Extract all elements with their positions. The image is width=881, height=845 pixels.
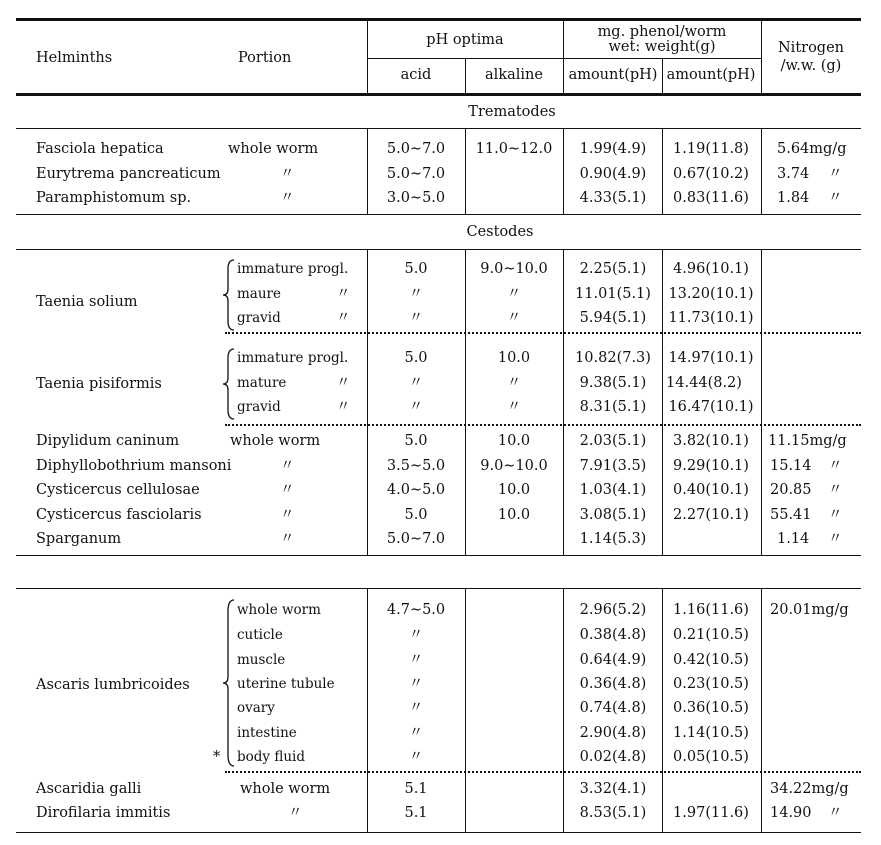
nitrogen: 34.22mg/g — [770, 781, 849, 797]
col-rule-alkaline-amount — [563, 21, 564, 93]
amount-alkaline: 1.16(11.6) — [673, 602, 749, 618]
nitrogen: 14.90 — [770, 805, 812, 821]
header-phenol-line2: wet: weight(g) — [608, 39, 716, 55]
helminth-name: Dipylidum caninum — [36, 433, 180, 449]
amount-acid: 0.38(4.8) — [579, 627, 647, 643]
ph-acid: 3.5∼5.0 — [386, 458, 446, 474]
amount-alkaline: 2.27(10.1) — [673, 507, 749, 523]
dotted-separator-pisiformis — [225, 424, 861, 426]
nitrogen: 11.15mg/g — [768, 433, 847, 449]
amount-alkaline: 0.23(10.5) — [673, 676, 749, 692]
portion: 〃 — [280, 166, 295, 182]
portion: whole worm — [240, 781, 331, 797]
portion: whole worm — [237, 602, 321, 618]
footnote-asterisk: * — [213, 749, 221, 765]
portion: cuticle — [237, 627, 283, 643]
col-rule — [465, 129, 466, 214]
portion-ditto: 〃 — [336, 310, 351, 326]
amount-acid: 1.99(4.9) — [579, 141, 647, 157]
amount-acid: 1.14(5.3) — [579, 531, 647, 547]
ph-alkaline: 〃 — [506, 375, 522, 391]
amount-alkaline: 16.47(10.1) — [668, 399, 754, 415]
ph-acid: 〃 — [408, 725, 424, 741]
header-alkaline: alkaline — [485, 67, 543, 83]
col-rule-portion-acid — [367, 21, 368, 93]
amount-alkaline: 1.19(11.8) — [673, 141, 749, 157]
helminth-name: Taenia pisiformis — [36, 376, 162, 392]
ph-alkaline: 10.0 — [497, 433, 531, 449]
nitrogen-ditto: 〃 — [828, 482, 843, 498]
nitrogen: 5.64mg/g — [777, 141, 847, 157]
amount-alkaline: 0.36(10.5) — [673, 700, 749, 716]
ph-acid: 〃 — [408, 652, 424, 668]
amount-acid: 0.90(4.9) — [579, 166, 647, 182]
amount-acid: 7.91(3.5) — [579, 458, 647, 474]
amount-alkaline: 0.21(10.5) — [673, 627, 749, 643]
nitrogen: 1.14 — [777, 531, 810, 547]
helminth-name: Ascaridia galli — [36, 781, 142, 797]
ph-acid: 〃 — [408, 676, 424, 692]
ph-alkaline: 〃 — [506, 399, 522, 415]
brace-taenia-pisiformis — [222, 348, 236, 420]
portion: 〃 — [288, 805, 303, 821]
portion: gravid — [237, 399, 281, 415]
ph-acid: 5.0∼7.0 — [386, 141, 446, 157]
col-rule — [662, 250, 663, 555]
amount-acid: 8.53(5.1) — [579, 805, 647, 821]
amount-alkaline: 14.97(10.1) — [668, 350, 754, 366]
nitrogen: 15.14 — [770, 458, 812, 474]
portion: ovary — [237, 700, 275, 716]
portion: 〃 — [280, 531, 295, 547]
helminth-name: Cysticercus cellulosae — [36, 482, 200, 498]
brace-ascaris — [222, 599, 236, 767]
trematodes-end-rule — [16, 214, 861, 215]
portion: maure — [237, 286, 281, 302]
portion: uterine tubule — [237, 676, 335, 692]
nitrogen-ditto: 〃 — [828, 190, 843, 206]
amount-acid: 9.38(5.1) — [579, 375, 647, 391]
ph-acid: 5.0 — [404, 261, 428, 277]
portion: 〃 — [280, 482, 295, 498]
portion: immature progl. — [237, 350, 349, 366]
helminth-name: Taenia solium — [36, 294, 138, 310]
amount-acid: 0.02(4.8) — [579, 749, 647, 765]
ph-acid: 〃 — [408, 399, 424, 415]
amount-alkaline: 0.83(11.6) — [673, 190, 749, 206]
ph-acid: 〃 — [408, 286, 424, 302]
helminth-name: Sparganum — [36, 531, 122, 547]
portion-ditto: 〃 — [336, 286, 351, 302]
helminth-name: Ascaris lumbricoides — [36, 677, 190, 693]
top-rule — [16, 18, 861, 21]
col-rule — [367, 129, 368, 214]
nitrogen-ditto: 〃 — [828, 507, 843, 523]
ph-alkaline: 〃 — [506, 310, 522, 326]
ph-alkaline: 9.0∼10.0 — [480, 458, 548, 474]
helminth-name: Dirofilaria immitis — [36, 805, 171, 821]
ph-acid: 4.7∼5.0 — [386, 602, 446, 618]
amount-alkaline: 0.40(10.1) — [673, 482, 749, 498]
col-rule-amount-amount — [662, 58, 663, 93]
header-helminths: Helminths — [36, 50, 113, 66]
amount-acid: 2.03(5.1) — [579, 433, 647, 449]
ph-alkaline: 9.0∼10.0 — [480, 261, 548, 277]
amount-alkaline: 3.82(10.1) — [673, 433, 749, 449]
portion: 〃 — [280, 458, 295, 474]
amount-acid: 5.94(5.1) — [579, 310, 647, 326]
amount-alkaline: 4.96(10.1) — [673, 261, 749, 277]
amount-alkaline: 0.05(10.5) — [673, 749, 749, 765]
ph-acid: 5.1 — [404, 805, 428, 821]
amount-acid: 10.82(7.3) — [575, 350, 651, 366]
amount-alkaline: 1.14(10.5) — [673, 725, 749, 741]
col-rule-amount-nitrogen — [761, 21, 762, 93]
col-rule — [367, 250, 368, 555]
col-rule — [761, 129, 762, 214]
header-nitrogen-line1: Nitrogen — [777, 40, 845, 56]
ph-alkaline: 10.0 — [497, 482, 531, 498]
amount-acid: 11.01(5.1) — [575, 286, 651, 302]
col-rule — [465, 589, 466, 832]
ph-alkaline: 10.0 — [497, 350, 531, 366]
col-rule — [465, 250, 466, 555]
nematodes-top-rule — [16, 588, 861, 589]
helminth-name: Fasciola hepatica — [36, 141, 164, 157]
ph-subheader-rule — [367, 58, 761, 59]
amount-acid: 2.96(5.2) — [579, 602, 647, 618]
ph-acid: 5.0 — [404, 507, 428, 523]
nitrogen: 3.74 — [777, 166, 810, 182]
amount-acid: 3.08(5.1) — [579, 507, 647, 523]
amount-acid: 4.33(5.1) — [579, 190, 647, 206]
nitrogen-ditto: 〃 — [828, 531, 843, 547]
header-nitrogen-line2: /w.w. (g) — [780, 58, 842, 74]
portion: intestine — [237, 725, 297, 741]
ph-alkaline: 10.0 — [497, 507, 531, 523]
amount-acid: 0.74(4.8) — [579, 700, 647, 716]
ph-acid: 5.0∼7.0 — [386, 166, 446, 182]
ph-acid: 5.0 — [404, 350, 428, 366]
amount-alkaline: 11.73(10.1) — [668, 310, 754, 326]
header-phenol-line1: mg. phenol/worm — [597, 24, 727, 40]
ph-alkaline: 〃 — [506, 286, 522, 302]
portion-ditto: 〃 — [336, 375, 351, 391]
amount-acid: 0.64(4.9) — [579, 652, 647, 668]
col-rule-acid-alkaline — [465, 58, 466, 93]
header-amount-acid: amount(pH) — [568, 67, 658, 83]
bottom-rule — [16, 832, 861, 833]
portion: gravid — [237, 310, 281, 326]
ph-acid: 3.0∼5.0 — [386, 190, 446, 206]
nitrogen: 1.84 — [777, 190, 810, 206]
portion: 〃 — [280, 507, 295, 523]
amount-alkaline: 0.67(10.2) — [673, 166, 749, 182]
helminth-name: Diphyllobothrium mansoni — [36, 458, 232, 474]
nitrogen: 20.01mg/g — [770, 602, 849, 618]
amount-acid: 8.31(5.1) — [579, 399, 647, 415]
ph-acid: 5.1 — [404, 781, 428, 797]
helminth-name: Eurytrema pancreaticum — [36, 166, 221, 182]
header-bottom-rule — [16, 93, 861, 96]
amount-acid: 2.90(4.8) — [579, 725, 647, 741]
helminth-name: Paramphistomum sp. — [36, 190, 192, 206]
amount-alkaline: 1.97(11.6) — [673, 805, 749, 821]
header-ph-optima: pH optima — [426, 32, 504, 48]
header-acid: acid — [400, 67, 432, 83]
portion: 〃 — [280, 190, 295, 206]
ph-acid: 4.0∼5.0 — [386, 482, 446, 498]
col-rule — [367, 589, 368, 832]
cestodes-rule — [16, 249, 861, 250]
portion-ditto: 〃 — [336, 399, 351, 415]
dotted-separator-taenia — [225, 332, 861, 334]
amount-alkaline: 0.42(10.5) — [673, 652, 749, 668]
col-rule — [563, 250, 564, 555]
portion: mature — [237, 375, 287, 391]
header-portion: Portion — [238, 50, 292, 66]
dotted-separator-ascaris — [225, 771, 861, 773]
helminth-name: Cysticercus fasciolaris — [36, 507, 202, 523]
portion: muscle — [237, 652, 286, 668]
nitrogen-ditto: 〃 — [828, 805, 843, 821]
brace-taenia-solium — [222, 259, 236, 331]
col-rule — [662, 589, 663, 832]
ph-acid: 〃 — [408, 627, 424, 643]
nitrogen-ditto: 〃 — [828, 166, 843, 182]
section-cestodes: Cestodes — [466, 224, 534, 240]
col-rule — [761, 250, 762, 555]
amount-alkaline: 9.29(10.1) — [673, 458, 749, 474]
ph-acid: 5.0∼7.0 — [386, 531, 446, 547]
amount-acid: 1.03(4.1) — [579, 482, 647, 498]
cestodes-end-rule — [16, 555, 861, 556]
header-amount-alkaline: amount(pH) — [666, 67, 756, 83]
col-rule — [761, 589, 762, 832]
portion: body fluid — [237, 749, 305, 765]
nitrogen: 20.85 — [770, 482, 812, 498]
amount-alkaline: 14.44(8.2) — [666, 375, 742, 391]
nitrogen: 55.41 — [770, 507, 812, 523]
ph-acid: 〃 — [408, 375, 424, 391]
ph-acid: 〃 — [408, 700, 424, 716]
portion: immature progl. — [237, 261, 349, 277]
ph-acid: 5.0 — [404, 433, 428, 449]
nitrogen-ditto: 〃 — [828, 458, 843, 474]
portion: whole worm — [230, 433, 321, 449]
col-rule — [563, 589, 564, 832]
amount-acid: 3.32(4.1) — [579, 781, 647, 797]
amount-acid: 2.25(5.1) — [579, 261, 647, 277]
col-rule — [563, 129, 564, 214]
col-rule — [662, 129, 663, 214]
section-trematodes: Trematodes — [468, 104, 556, 120]
amount-alkaline: 13.20(10.1) — [668, 286, 754, 302]
portion: whole worm — [228, 141, 319, 157]
ph-alkaline: 11.0∼12.0 — [475, 141, 553, 157]
amount-acid: 0.36(4.8) — [579, 676, 647, 692]
ph-acid: 〃 — [408, 749, 424, 765]
ph-acid: 〃 — [408, 310, 424, 326]
trematodes-rule — [16, 128, 861, 129]
